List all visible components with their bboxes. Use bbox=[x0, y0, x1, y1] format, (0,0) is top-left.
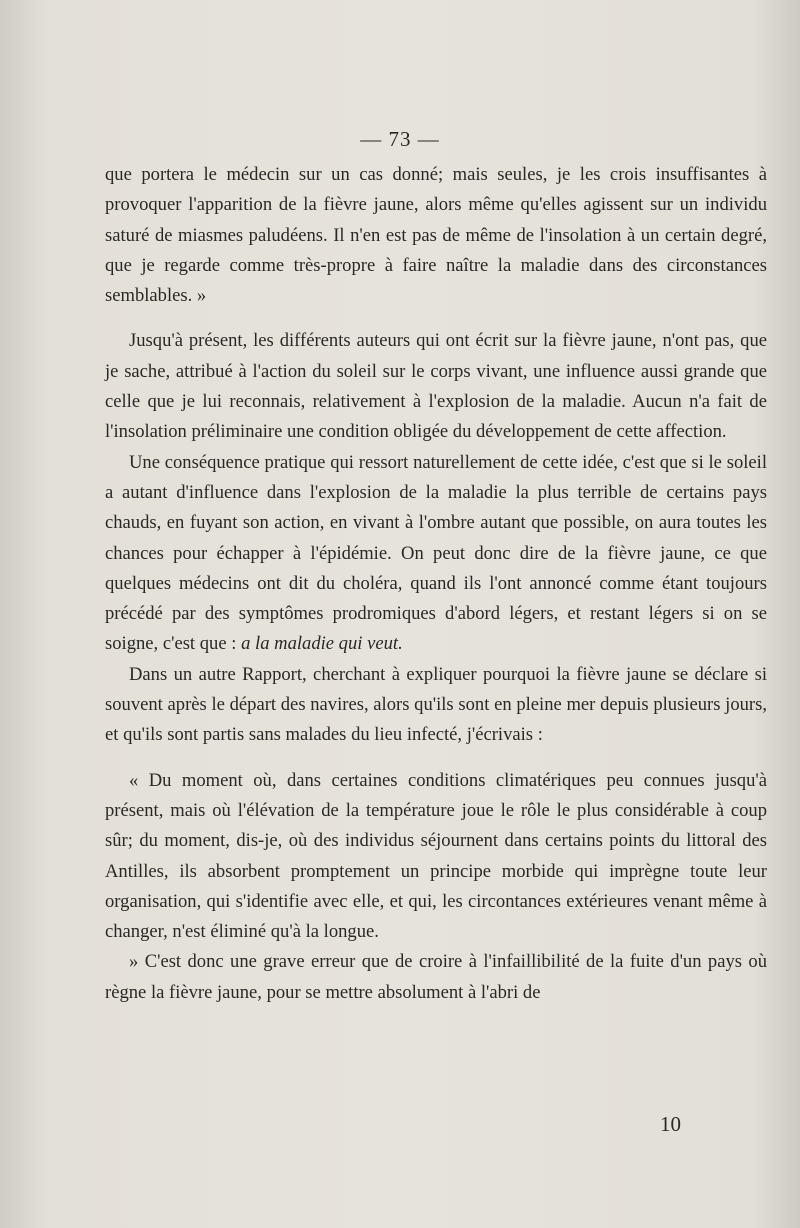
paragraph-6-quote: » C'est donc une grave erreur que de croire à l'infaillibilité de la fuite d'un pays où règne la fièvre jaune, pour se mettre absolument à l'abri de bbox=[105, 951, 767, 1003]
paragraph-1: que portera le médecin sur un cas donné; mais seules, je les crois insuffisantes à provoquer l'apparition de la fièvre jaune, alors même qu'elles agissent sur un individu saturé de miasmes paludéens. Il n'en est pas de même de l'insolation à un certain degré, que je regarde comme très-propre à faire naître la maladie dans des circonstances semblables. » bbox=[105, 164, 767, 307]
paragraph-3 bbox=[105, 448, 767, 660]
paragraph-2: Jusqu'à présent, les différents auteurs qui ont écrit sur la fièvre jaune, n'ont pas, que je sache, attribué à l'action du soleil sur le corps vivant, une influence aussi grande que celle que je lui reconnais, relativement à l'explosion de la maladie. Aucun n'a fait de l'insolation préliminaire une condition obligée du développement de cette affection. bbox=[105, 330, 767, 443]
body-text bbox=[105, 160, 767, 1008]
signature-mark: 10 bbox=[660, 1112, 681, 1136]
paragraph-3-emphasis: a la maladie qui veut. bbox=[241, 633, 403, 655]
paragraph-5-quote: « Du moment où, dans certaines conditions climatériques peu connues jusqu'à présent, mais où l'élévation de la température joue le rôle le plus considérable à coup sûr; du moment, dis-je, où des individus séjournent dans certains points du littoral des Antilles, ils absorbent promptement un principe morbide qui imprègne toute leur organisation, qui s'identifie avec elle, et qui, les circontances extérieures venant même à changer, n'est éliminé qu'à la longue. bbox=[105, 769, 767, 943]
page-number: — 73 — bbox=[360, 127, 440, 151]
paragraph-4: Dans un autre Rapport, cherchant à expliquer pourquoi la fièvre jaune se déclare si souvent après le départ des navires, alors qu'ils sont en pleine mer depuis plusieurs jours, et qu'ils sont partis sans malades du lieu infecté, j'écrivais : bbox=[105, 663, 767, 746]
paragraph-3-text: Une conséquence pratique qui ressort naturellement de cette idée, c'est que si le soleil a autant d'influence dans l'explosion de la maladie la plus terrible de certains pays chauds, en fuyant son action, en vivant à l'ombre autant que possible, on aura toutes les chances pour échapper à l'épidémie. On peut donc dire de la fièvre jaune, ce que quelques médecins ont dit du choléra, quand ils l'ont annoncé comme étant toujours précédé par des symptômes prodromiques d'abord légers, et restant légers si on se soigne, c'est que : bbox=[105, 451, 767, 655]
